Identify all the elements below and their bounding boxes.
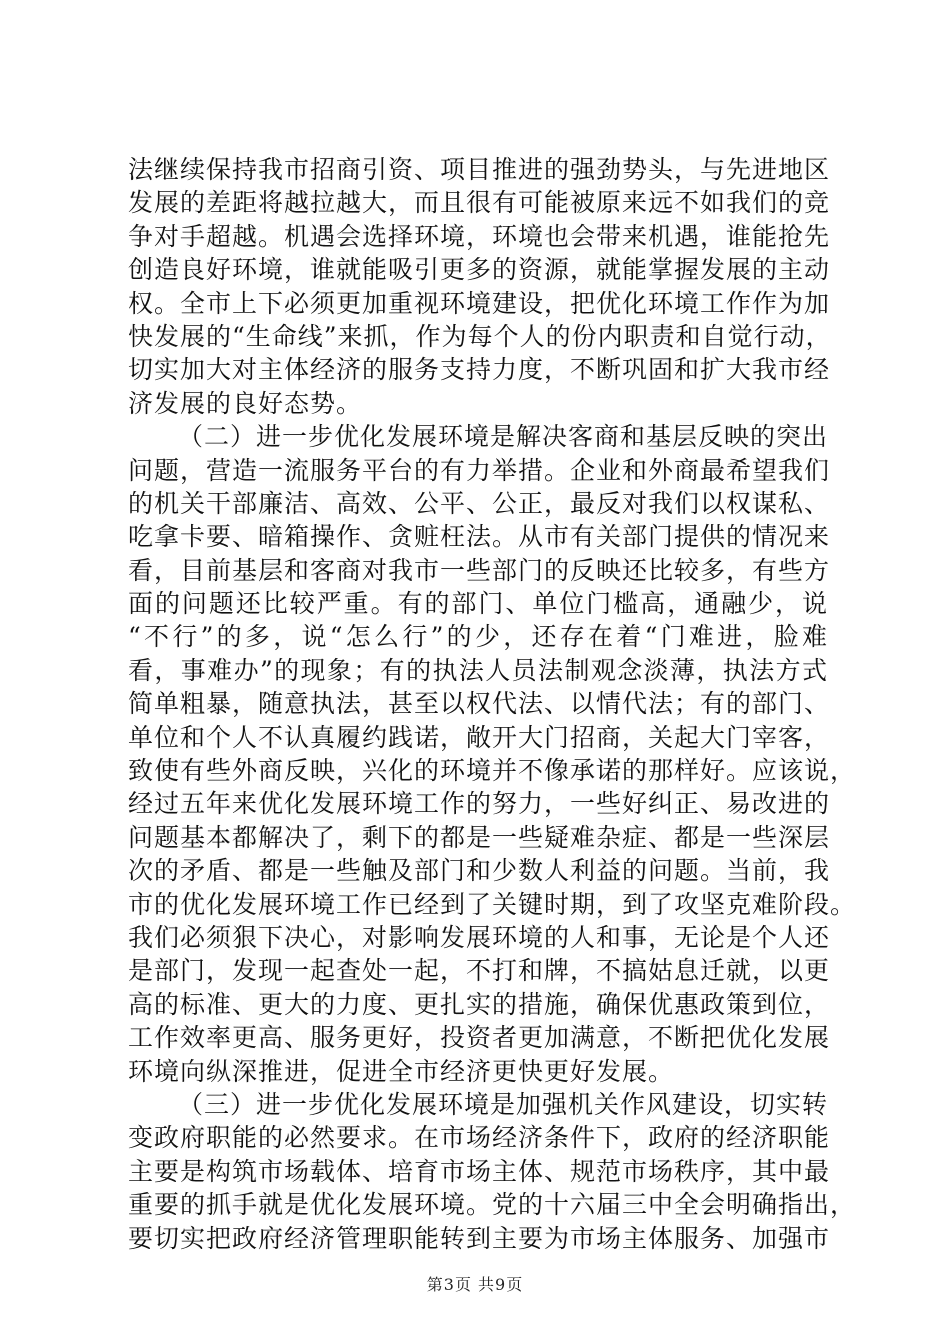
text-line: 重要的抓手就是优化发展环境。党的十六届三中全会明确指出， xyxy=(128,1190,857,1220)
text-line: 问题基本都解决了，剩下的都是一些疑难杂症、都是一些深层 xyxy=(128,822,831,852)
text-line: 环境向纵深推进，促进全市经济更快更好发展。 xyxy=(128,1056,675,1086)
page-footer: 第3页 共9页 xyxy=(426,1275,524,1294)
text-line: 是部门，发现一起查处一起，不打和牌，不搞姑息迁就，以更 xyxy=(128,956,831,986)
text-line: 切实加大对主体经济的服务支持力度，不断巩固和扩大我市经 xyxy=(128,355,831,385)
text-line: 权。全市上下必须更加重视环境建设，把优化环境工作作为加 xyxy=(128,288,831,318)
text-line: “不行”的多，说“怎么行”的少，还存在着“门难进，脸难 xyxy=(128,622,828,652)
text-line: 市的优化发展环境工作已经到了关键时期，到了攻坚克难阶段。 xyxy=(128,889,857,919)
text-line: 致使有些外商反映，兴化的环境并不像承诺的那样好。应该说， xyxy=(128,756,857,786)
text-line: 争对手超越。机遇会选择环境，环境也会带来机遇，谁能抢先 xyxy=(128,221,831,251)
text-line: （二）进一步优化发展环境是解决客商和基层反映的突出 xyxy=(178,422,829,452)
paragraph xyxy=(128,420,857,1088)
paragraph xyxy=(128,153,832,420)
text-line: 吃拿卡要、暗箱操作、贪赃枉法。从市有关部门提供的情况来 xyxy=(128,522,831,552)
paragraph xyxy=(128,1088,857,1255)
text-line: （三）进一步优化发展环境是加强机关作风建设，切实转 xyxy=(178,1089,829,1119)
text-line: 工作效率更高、服务更好，投资者更加满意，不断把优化发展 xyxy=(128,1023,831,1053)
text-line: 次的矛盾、都是一些触及部门和少数人利益的问题。当前，我 xyxy=(128,856,831,886)
text-line: 创造良好环境，谁就能吸引更多的资源，就能掌握发展的主动 xyxy=(128,255,831,285)
text-line: 看，事难办”的现象；有的执法人员法制观念淡薄，执法方式 xyxy=(128,655,828,685)
text-line: 面的问题还比较严重。有的部门、单位门槛高，通融少，说 xyxy=(128,589,828,619)
text-line: 变政府职能的必然要求。在市场经济条件下，政府的经济职能 xyxy=(128,1123,831,1153)
text-line: 我们必须狠下决心，对影响发展环境的人和事，无论是个人还 xyxy=(128,922,831,952)
text-line: 主要是构筑市场载体、培育市场主体、规范市场秩序，其中最 xyxy=(128,1156,831,1186)
text-line: 单位和个人不认真履约践诺，敞开大门招商，关起大门宰客， xyxy=(128,722,831,752)
text-line: 的机关干部廉洁、高效、公平、公正，最反对我们以权谋私、 xyxy=(128,488,831,518)
text-line: 济发展的良好态势。 xyxy=(128,388,363,418)
text-line: 法继续保持我市招商引资、项目推进的强劲势头，与先进地区 xyxy=(128,155,831,184)
text-line: 看，目前基层和客商对我市一些部门的反映还比较多，有些方 xyxy=(128,555,831,585)
text-line: 简单粗暴，随意执法，甚至以权代法、以情代法；有的部门、 xyxy=(128,689,831,719)
text-line: 问题，营造一流服务平台的有力举措。企业和外商最希望我们 xyxy=(128,455,831,485)
text-line: 快发展的“生命线”来抓，作为每个人的份内职责和自觉行动， xyxy=(128,321,832,351)
text-line: 高的标准、更大的力度、更扎实的措施，确保优惠政策到位， xyxy=(128,989,831,1019)
text-line: 要切实把政府经济管理职能转到主要为市场主体服务、加强市 xyxy=(128,1223,831,1253)
document-body xyxy=(128,153,857,1255)
text-line: 经过五年来优化发展环境工作的努力，一些好纠正、易改进的 xyxy=(128,789,831,819)
text-line: 发展的差距将越拉越大，而且很有可能被原来远不如我们的竞 xyxy=(128,188,831,218)
